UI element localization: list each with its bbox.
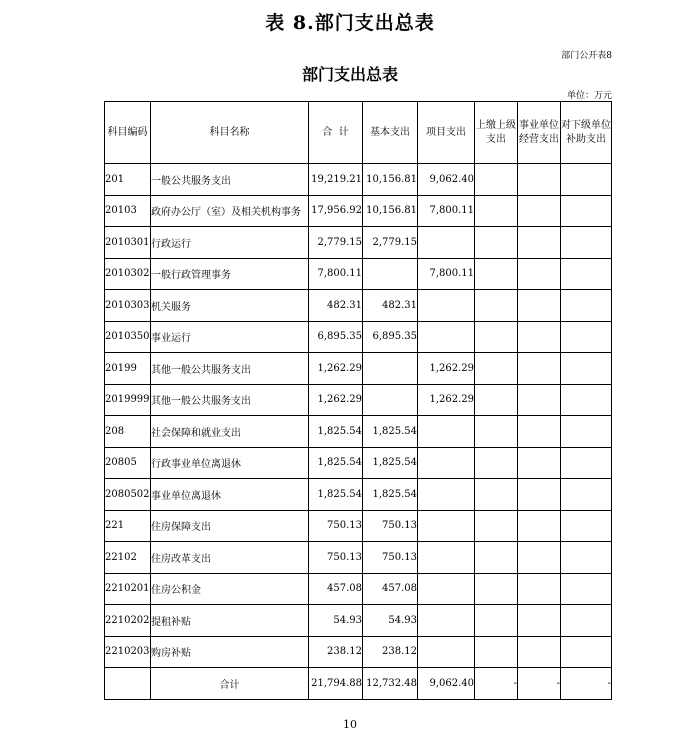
row-business (518, 258, 561, 290)
row-name: 社会保障和就业支出 (151, 416, 309, 448)
row-business (518, 195, 561, 227)
row-project: 7,800.11 (418, 195, 475, 227)
row-total: 6,895.35 (309, 321, 363, 353)
table-row (105, 258, 612, 290)
row-business (518, 227, 561, 259)
table-row (105, 195, 612, 227)
row-business (518, 605, 561, 637)
page-number: 10 (343, 718, 357, 731)
row-upper (475, 510, 518, 542)
row-project (418, 290, 475, 322)
row-subsidy (561, 447, 612, 479)
row-subsidy (561, 416, 612, 448)
row-name: 政府办公厅（室）及相关机构事务 (151, 195, 309, 227)
row-name: 其他一般公共服务支出 (151, 384, 309, 416)
row-business (518, 353, 561, 385)
table-row (105, 290, 612, 322)
row-code: 201 (105, 164, 151, 196)
row-business (518, 321, 561, 353)
row-total: 750.13 (309, 510, 363, 542)
row-business (518, 573, 561, 605)
row-project (418, 416, 475, 448)
row-upper (475, 164, 518, 196)
row-basic: 1,825.54 (363, 447, 418, 479)
row-total: 457.08 (309, 573, 363, 605)
row-upper (475, 447, 518, 479)
table-row (105, 605, 612, 637)
row-upper (475, 353, 518, 385)
row-code: 20805 (105, 447, 151, 479)
row-upper (475, 227, 518, 259)
row-upper (475, 321, 518, 353)
row-code: 2010350 (105, 321, 151, 353)
row-subsidy (561, 479, 612, 511)
row-code: 2010301 (105, 227, 151, 259)
total-subsidy: - (561, 668, 612, 700)
table-row (105, 636, 612, 668)
row-total: 54.93 (309, 605, 363, 637)
table-row (105, 542, 612, 574)
row-code: 208 (105, 416, 151, 448)
table-row (105, 353, 612, 385)
row-name: 其他一般公共服务支出 (151, 353, 309, 385)
row-subsidy (561, 573, 612, 605)
row-basic: 1,825.54 (363, 416, 418, 448)
table-row (105, 321, 612, 353)
row-upper (475, 258, 518, 290)
row-name: 提租补贴 (151, 605, 309, 637)
header-name: 科目名称 (151, 102, 309, 164)
row-project (418, 573, 475, 605)
header-subsidy-line1: 对下级单位 (561, 119, 611, 131)
row-name: 一般公共服务支出 (151, 164, 309, 196)
expenditure-table (104, 101, 612, 700)
header-total: 合 计 (309, 102, 363, 164)
total-project: 9,062.40 (418, 668, 475, 700)
table-row (105, 510, 612, 542)
row-code: 20103 (105, 195, 151, 227)
table-row (105, 164, 612, 196)
row-code: 22102 (105, 542, 151, 574)
row-code: 2080502 (105, 479, 151, 511)
row-upper (475, 195, 518, 227)
row-code: 2210203 (105, 636, 151, 668)
row-subsidy (561, 258, 612, 290)
row-basic: 10,156.81 (363, 164, 418, 196)
header-business-line1: 事业单位 (519, 119, 559, 131)
total-upper: - (475, 668, 518, 700)
header-basic: 基本支出 (363, 102, 418, 164)
form-code: 部门公开表8 (561, 51, 612, 61)
table-title: 部门支出总表 (301, 65, 398, 84)
header-subsidy-line2: 补助支出 (566, 133, 606, 145)
row-project (418, 479, 475, 511)
row-project (418, 636, 475, 668)
row-total: 19,219.21 (309, 164, 363, 196)
row-code: 2210201 (105, 573, 151, 605)
total-code-cell (105, 668, 151, 700)
header-project: 项目支出 (418, 102, 475, 164)
row-basic (363, 353, 418, 385)
row-business (518, 479, 561, 511)
row-project (418, 227, 475, 259)
table-row (105, 447, 612, 479)
row-subsidy (561, 353, 612, 385)
row-basic: 482.31 (363, 290, 418, 322)
row-basic: 238.12 (363, 636, 418, 668)
row-business (518, 164, 561, 196)
row-subsidy (561, 321, 612, 353)
row-total: 1,825.54 (309, 416, 363, 448)
row-total: 1,262.29 (309, 353, 363, 385)
total-label: 合计 (151, 668, 309, 700)
header-row (105, 102, 612, 164)
row-basic: 2,779.15 (363, 227, 418, 259)
row-total: 2,779.15 (309, 227, 363, 259)
row-basic: 750.13 (363, 510, 418, 542)
row-project: 1,262.29 (418, 384, 475, 416)
row-subsidy (561, 542, 612, 574)
row-total: 7,800.11 (309, 258, 363, 290)
unit-label: 单位：万元 (566, 91, 612, 101)
row-upper (475, 416, 518, 448)
row-subsidy (561, 195, 612, 227)
table-row (105, 416, 612, 448)
row-total: 1,262.29 (309, 384, 363, 416)
row-name: 行政事业单位离退休 (151, 447, 309, 479)
row-total: 238.12 (309, 636, 363, 668)
row-upper (475, 542, 518, 574)
row-project (418, 510, 475, 542)
row-subsidy (561, 510, 612, 542)
row-total: 1,825.54 (309, 479, 363, 511)
row-total: 482.31 (309, 290, 363, 322)
row-code: 221 (105, 510, 151, 542)
row-total: 17,956.92 (309, 195, 363, 227)
row-name: 事业运行 (151, 321, 309, 353)
row-basic: 54.93 (363, 605, 418, 637)
row-business (518, 447, 561, 479)
row-project: 9,062.40 (418, 164, 475, 196)
row-name: 住房保障支出 (151, 510, 309, 542)
header-subsidy (561, 102, 612, 164)
row-business (518, 384, 561, 416)
row-name: 住房改革支出 (151, 542, 309, 574)
row-subsidy (561, 384, 612, 416)
table-row (105, 227, 612, 259)
row-code: 2010302 (105, 258, 151, 290)
row-upper (475, 384, 518, 416)
row-basic: 1,825.54 (363, 479, 418, 511)
row-name: 机关服务 (151, 290, 309, 322)
row-business (518, 290, 561, 322)
total-business: - (518, 668, 561, 700)
row-business (518, 636, 561, 668)
row-total: 1,825.54 (309, 447, 363, 479)
table-row (105, 573, 612, 605)
total-total: 21,794.88 (309, 668, 363, 700)
row-name: 一般行政管理事务 (151, 258, 309, 290)
header-business (518, 102, 561, 164)
row-basic: 457.08 (363, 573, 418, 605)
row-project: 1,262.29 (418, 353, 475, 385)
row-name: 行政运行 (151, 227, 309, 259)
row-upper (475, 479, 518, 511)
row-upper (475, 290, 518, 322)
row-upper (475, 605, 518, 637)
row-total: 750.13 (309, 542, 363, 574)
table-row (105, 479, 612, 511)
header-business-line2: 经营支出 (519, 133, 559, 145)
row-business (518, 416, 561, 448)
row-code: 2019999 (105, 384, 151, 416)
row-subsidy (561, 164, 612, 196)
header-code: 科目编码 (105, 102, 151, 164)
row-business (518, 542, 561, 574)
header-upper-line2: 支出 (486, 133, 506, 145)
row-project: 7,800.11 (418, 258, 475, 290)
row-basic (363, 258, 418, 290)
row-name: 事业单位离退休 (151, 479, 309, 511)
row-code: 2210202 (105, 605, 151, 637)
row-subsidy (561, 227, 612, 259)
row-subsidy (561, 605, 612, 637)
header-upper (475, 102, 518, 164)
row-code: 20199 (105, 353, 151, 385)
row-basic (363, 384, 418, 416)
row-basic: 6,895.35 (363, 321, 418, 353)
row-subsidy (561, 290, 612, 322)
row-name: 住房公积金 (151, 573, 309, 605)
row-project (418, 605, 475, 637)
total-basic: 12,732.48 (363, 668, 418, 700)
row-code: 2010303 (105, 290, 151, 322)
row-project (418, 447, 475, 479)
page-title: 表 8.部门支出总表 (265, 12, 435, 34)
row-upper (475, 573, 518, 605)
row-business (518, 510, 561, 542)
total-row (105, 668, 612, 700)
table-row (105, 384, 612, 416)
header-upper-line1: 上缴上级 (476, 119, 516, 131)
row-basic: 10,156.81 (363, 195, 418, 227)
row-name: 购房补贴 (151, 636, 309, 668)
row-basic: 750.13 (363, 542, 418, 574)
row-project (418, 542, 475, 574)
row-project (418, 321, 475, 353)
row-subsidy (561, 636, 612, 668)
row-upper (475, 636, 518, 668)
